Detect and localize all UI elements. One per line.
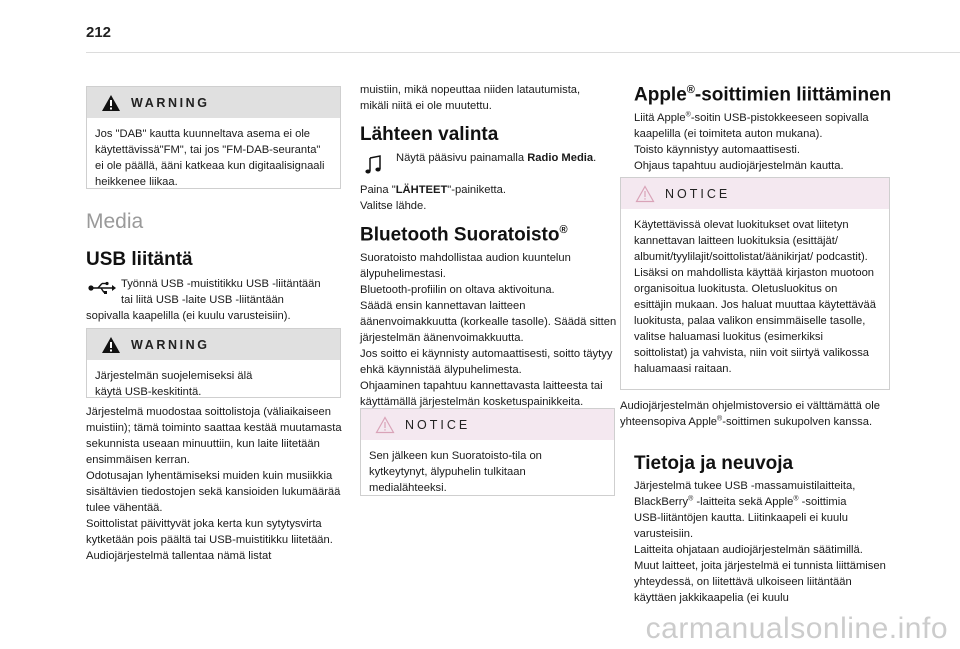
- warning-triangle-icon: [101, 94, 121, 112]
- notice-triangle-icon: [635, 185, 655, 203]
- warning-header: [87, 329, 340, 360]
- bt-heading-text: Bluetooth Suoratoisto: [360, 224, 560, 246]
- notice-text: Käytettävissä olevat luokitukset ovat liitetyn kannettavan laitteen luokituksia (esittäjät/ albumit/tyylilajit/soittolistat/äänikirjat/ podcastit). Lisäksi on mahdollista käyttää kirjaston muotoon organisoitua luokitusta. Oletusluokitus on esittäjin mukaan. Jos haluat muuttaa käytettävää luokitusta, palaa valikon ensimmäiselle tasolle, valitse haluamasi luokitus (esimerkiksi soittolistat) ja vahvista, niin voit siirtyä valikossa haluamaasi raitaan.: [634, 219, 876, 375]
- bt-heading-reg: ®: [559, 224, 568, 236]
- music-note-icon: [364, 155, 382, 175]
- usb-line-1: Työnnä USB -muistitikku USB -liitäntään: [121, 278, 321, 290]
- info-l2c: -soittimia: [798, 496, 847, 508]
- press-pre: Paina ": [360, 184, 396, 196]
- apple-line-1: [634, 110, 869, 126]
- notice-header: [361, 409, 614, 440]
- apple-heading-a: Apple: [634, 84, 687, 106]
- heading-apple-connection: [634, 84, 891, 106]
- warning-triangle-icon: [101, 336, 121, 354]
- warning-box-hub: [86, 328, 341, 398]
- page-number: 212: [86, 24, 112, 41]
- section-title-media: Media: [86, 210, 144, 233]
- heading-usb: USB liitäntä: [86, 249, 193, 270]
- warning-box-dab: [86, 86, 341, 189]
- warning-title: WARNING: [131, 95, 210, 110]
- warning-title: WARNING: [131, 337, 210, 352]
- warning-header: [87, 87, 340, 118]
- info-paragraph: USB-liitäntöjen kautta. Liitinkaapeli ei kuulu varusteisiin. Laitteita ohjataan audiojärjestelmän säätimillä. Muut laitteet, joita järjestelmä ei tunnista liittämisen yhteydessä, on liitettävä ulkoiseen liitäntään käyttäen jakkikaapelia (ei kuulu: [634, 512, 886, 604]
- bluetooth-paragraph: Suoratoisto mahdollistaa audion kuuntelun älypuhelimestasi. Bluetooth-profiilin on oltava aktivoituna. Säädä ensin kannettavan laitteen äänenvoimakkuutta (korkealle tasolle). Säädä sitten järjestelmän äänenvoimakkuutta. Jos soitto ei käynnisty automaattisesti, soitto täytyy ehkä käynnistää älypuhelimesta. Ohjaaminen tapahtuu kannettavasta laitteesta tai käyttämällä järjestelmän kosketuspainikkeita.: [360, 252, 617, 408]
- info-line-2: [634, 494, 846, 510]
- heading-info-tips: Tietoja ja neuvoja: [634, 453, 794, 474]
- usb-line-3: sopivalla kaapelilla (ei kuulu varusteisiin).: [86, 310, 291, 322]
- notice-triangle-icon: [375, 416, 395, 434]
- source-icon-line-pre: Näytä pääsivu painamalla: [396, 152, 528, 164]
- heading-source-selection: Lähteen valinta: [360, 124, 499, 145]
- compat-a: Audiojärjestelmän ohjelmistoversio ei välttämättä ole yhteensopiva Apple: [620, 400, 880, 428]
- select-source-line: Valitse lähde.: [360, 200, 427, 212]
- notice-title: NOTICE: [405, 417, 471, 432]
- sources-button-label: LÄHTEET: [395, 184, 448, 196]
- warning-text: Järjestelmän suojelemiseksi älä käytä USB-keskitintä.: [95, 370, 253, 398]
- compat-b: -soittimen sukupolven kanssa.: [722, 416, 873, 428]
- apple-heading-reg: ®: [686, 84, 695, 96]
- radio-media-label: Radio Media: [527, 152, 594, 164]
- usb-line-2: tai liitä USB -laite USB -liitäntään: [121, 294, 284, 306]
- notice-box-streaming: [360, 408, 615, 496]
- info-l2-reg2: ®: [793, 495, 799, 503]
- usb-icon: [88, 281, 116, 295]
- compatibility-paragraph: [620, 398, 890, 430]
- continued-text: muistiin, mikä nopeuttaa niiden latautumista, mikäli niitä ei ole muutettu.: [360, 84, 581, 112]
- notice-header: [621, 178, 889, 209]
- heading-bluetooth-streaming: [360, 224, 568, 246]
- top-rule: [86, 52, 960, 53]
- apple-paragraph: kaapelilla (ei toimiteta auton mukana). Toisto käynnistyy automaattisesti. Ohjaus tapahtuu audiojärjestelmän kautta.: [634, 128, 844, 172]
- info-l2-reg1: ®: [688, 495, 694, 503]
- warning-text: Jos "DAB" kautta kuunneltava asema ei ole käytettävissä"FM", tai jos "FM-DAB-seuranta" ei ole päällä, ääni katkeaa kun digitaalisignaali heikkenee liikaa.: [95, 128, 325, 188]
- apple-l1b: -soitin USB-pistokkeeseen sopivalla: [690, 112, 869, 124]
- press-sources-line: [360, 182, 506, 198]
- press-post: "-painiketta.: [447, 184, 506, 196]
- compat-reg: ®: [717, 415, 723, 423]
- info-l2a: BlackBerry: [634, 496, 689, 508]
- apple-l1-reg: ®: [685, 111, 691, 119]
- info-line-1: Järjestelmä tukee USB -massamuistilaitteita,: [634, 480, 856, 492]
- info-l2b: -laitteita sekä Apple: [693, 496, 794, 508]
- playlist-paragraph: Järjestelmä muodostaa soittolistoja (väliaikaiseen muistiin); tämä toiminto saattaa kestää muutamasta sekunnista useaan minuuttiin, kun laite liitetään ensimmäisen kerran. Odotusajan lyhentämiseksi muiden kuin musiikkia sisältävien tiedostojen sekä kansioiden lukumäärää tulee vähentää. Soittolistat päivittyvät joka kerta kun sytytysvirta kytketään pois päältä tai USB-muistitikku liitetään. Audiojärjestelmä tallentaa nämä listat: [86, 406, 342, 562]
- notice-title: NOTICE: [665, 186, 731, 201]
- source-icon-line: [396, 150, 596, 166]
- notice-text: Sen jälkeen kun Suoratoisto-tila on kytkeytynyt, älypuhelin tulkitaan medialähteeksi.: [369, 450, 542, 494]
- watermark: carmanualsonline.info: [645, 612, 948, 645]
- notice-box-categories: [620, 177, 890, 390]
- apple-l1a: Liitä Apple: [634, 112, 686, 124]
- apple-heading-b: -soittimien liittäminen: [694, 84, 892, 106]
- source-icon-line-post: .: [593, 152, 597, 164]
